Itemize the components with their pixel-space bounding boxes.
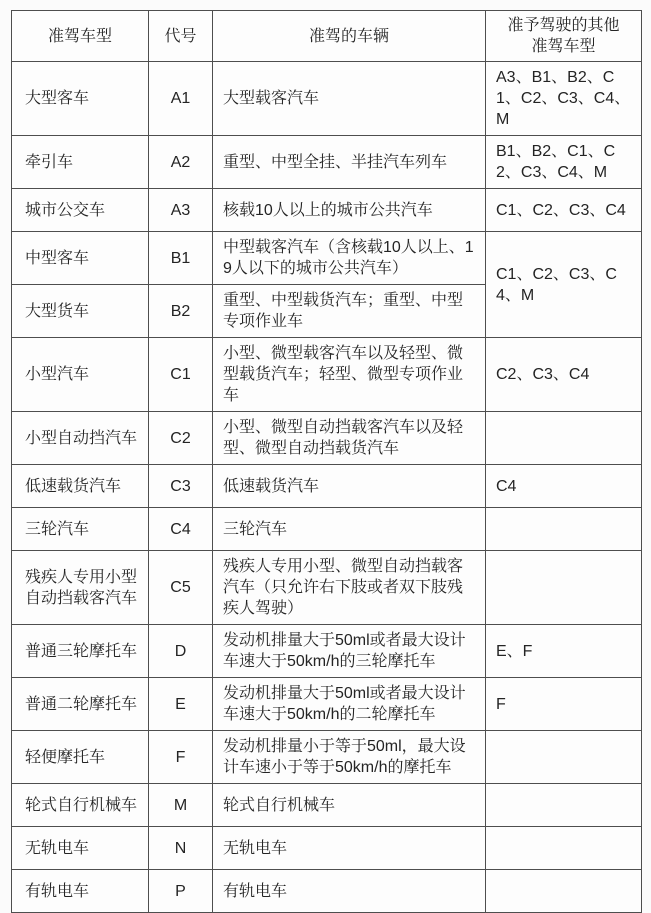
cell-code: D xyxy=(149,625,213,678)
header-code: 代号 xyxy=(149,11,213,62)
table-row-c1 xyxy=(12,338,642,412)
header-other-permits: 准予驾驶的其他准驾车型 xyxy=(486,11,642,62)
cell-vehicles: 有轨电车 xyxy=(213,870,486,913)
cell-code: A2 xyxy=(149,136,213,189)
cell-type: 小型自动挡汽车 xyxy=(12,412,149,465)
cell-code: C3 xyxy=(149,465,213,508)
cell-type: 有轨电车 xyxy=(12,870,149,913)
cell-others: A3、B1、B2、C1、C2、C3、C4、M xyxy=(486,62,642,136)
cell-code: N xyxy=(149,827,213,870)
cell-vehicles: 小型、微型自动挡载客汽车以及轻型、微型自动挡载货汽车 xyxy=(213,412,486,465)
table-row-c2 xyxy=(12,412,642,465)
cell-vehicles: 核载10人以上的城市公共汽车 xyxy=(213,189,486,232)
cell-others: F xyxy=(486,678,642,731)
table-row-m xyxy=(12,784,642,827)
cell-type: 三轮汽车 xyxy=(12,508,149,551)
table-row-c3 xyxy=(12,465,642,508)
cell-others: C4 xyxy=(486,465,642,508)
cell-code: A3 xyxy=(149,189,213,232)
cell-type: 轮式自行机械车 xyxy=(12,784,149,827)
cell-code: C4 xyxy=(149,508,213,551)
header-vehicles: 准驾的车辆 xyxy=(213,11,486,62)
table-row-c4 xyxy=(12,508,642,551)
cell-code: B2 xyxy=(149,285,213,338)
cell-others xyxy=(486,731,642,784)
cell-vehicles: 低速载货汽车 xyxy=(213,465,486,508)
cell-others xyxy=(486,551,642,625)
driving-license-category-table xyxy=(11,10,642,913)
cell-code: C2 xyxy=(149,412,213,465)
cell-type: 残疾人专用小型自动挡载客汽车 xyxy=(12,551,149,625)
cell-code: A1 xyxy=(149,62,213,136)
cell-code: C5 xyxy=(149,551,213,625)
cell-code: B1 xyxy=(149,232,213,285)
cell-vehicles: 发动机排量大于50ml或者最大设计车速大于50km/h的三轮摩托车 xyxy=(213,625,486,678)
cell-code: P xyxy=(149,870,213,913)
cell-type: 普通三轮摩托车 xyxy=(12,625,149,678)
cell-others xyxy=(486,508,642,551)
cell-others: E、F xyxy=(486,625,642,678)
cell-vehicles: 重型、中型载货汽车；重型、中型专项作业车 xyxy=(213,285,486,338)
cell-vehicles: 发动机排量小于等于50ml，最大设计车速小于等于50km/h的摩托车 xyxy=(213,731,486,784)
cell-type: 城市公交车 xyxy=(12,189,149,232)
cell-others-merged: C1、C2、C3、C4、M xyxy=(486,232,642,338)
table-row-p xyxy=(12,870,642,913)
cell-vehicles: 轮式自行机械车 xyxy=(213,784,486,827)
cell-code: C1 xyxy=(149,338,213,412)
header-permit-type: 准驾车型 xyxy=(12,11,149,62)
cell-vehicles: 残疾人专用小型、微型自动挡载客汽车（只允许右下肢或者双下肢残疾人驾驶） xyxy=(213,551,486,625)
cell-code: F xyxy=(149,731,213,784)
cell-vehicles: 大型载客汽车 xyxy=(213,62,486,136)
cell-type: 小型汽车 xyxy=(12,338,149,412)
cell-code: E xyxy=(149,678,213,731)
table-row-f xyxy=(12,731,642,784)
cell-type: 牵引车 xyxy=(12,136,149,189)
cell-others xyxy=(486,784,642,827)
cell-type: 低速载货汽车 xyxy=(12,465,149,508)
table-row-a2 xyxy=(12,136,642,189)
cell-vehicles: 重型、中型全挂、半挂汽车列车 xyxy=(213,136,486,189)
cell-type: 无轨电车 xyxy=(12,827,149,870)
cell-vehicles: 发动机排量大于50ml或者最大设计车速大于50km/h的二轮摩托车 xyxy=(213,678,486,731)
cell-others xyxy=(486,827,642,870)
cell-others xyxy=(486,412,642,465)
cell-others: B1、B2、C1、C2、C3、C4、M xyxy=(486,136,642,189)
table-row-a3 xyxy=(12,189,642,232)
table-row-n xyxy=(12,827,642,870)
table-row-e xyxy=(12,678,642,731)
cell-others: C1、C2、C3、C4 xyxy=(486,189,642,232)
table-row-a1 xyxy=(12,62,642,136)
cell-vehicles: 无轨电车 xyxy=(213,827,486,870)
table-row-d xyxy=(12,625,642,678)
cell-vehicles: 三轮汽车 xyxy=(213,508,486,551)
cell-type: 大型客车 xyxy=(12,62,149,136)
cell-type: 轻便摩托车 xyxy=(12,731,149,784)
cell-vehicles: 小型、微型载客汽车以及轻型、微型载货汽车；轻型、微型专项作业车 xyxy=(213,338,486,412)
header-row xyxy=(12,11,642,62)
table-row-b1 xyxy=(12,232,642,285)
cell-code: M xyxy=(149,784,213,827)
cell-others: C2、C3、C4 xyxy=(486,338,642,412)
cell-type: 大型货车 xyxy=(12,285,149,338)
cell-others xyxy=(486,870,642,913)
cell-vehicles: 中型载客汽车（含核载10人以上、19人以下的城市公共汽车） xyxy=(213,232,486,285)
table-row-c5 xyxy=(12,551,642,625)
cell-type: 普通二轮摩托车 xyxy=(12,678,149,731)
cell-type: 中型客车 xyxy=(12,232,149,285)
